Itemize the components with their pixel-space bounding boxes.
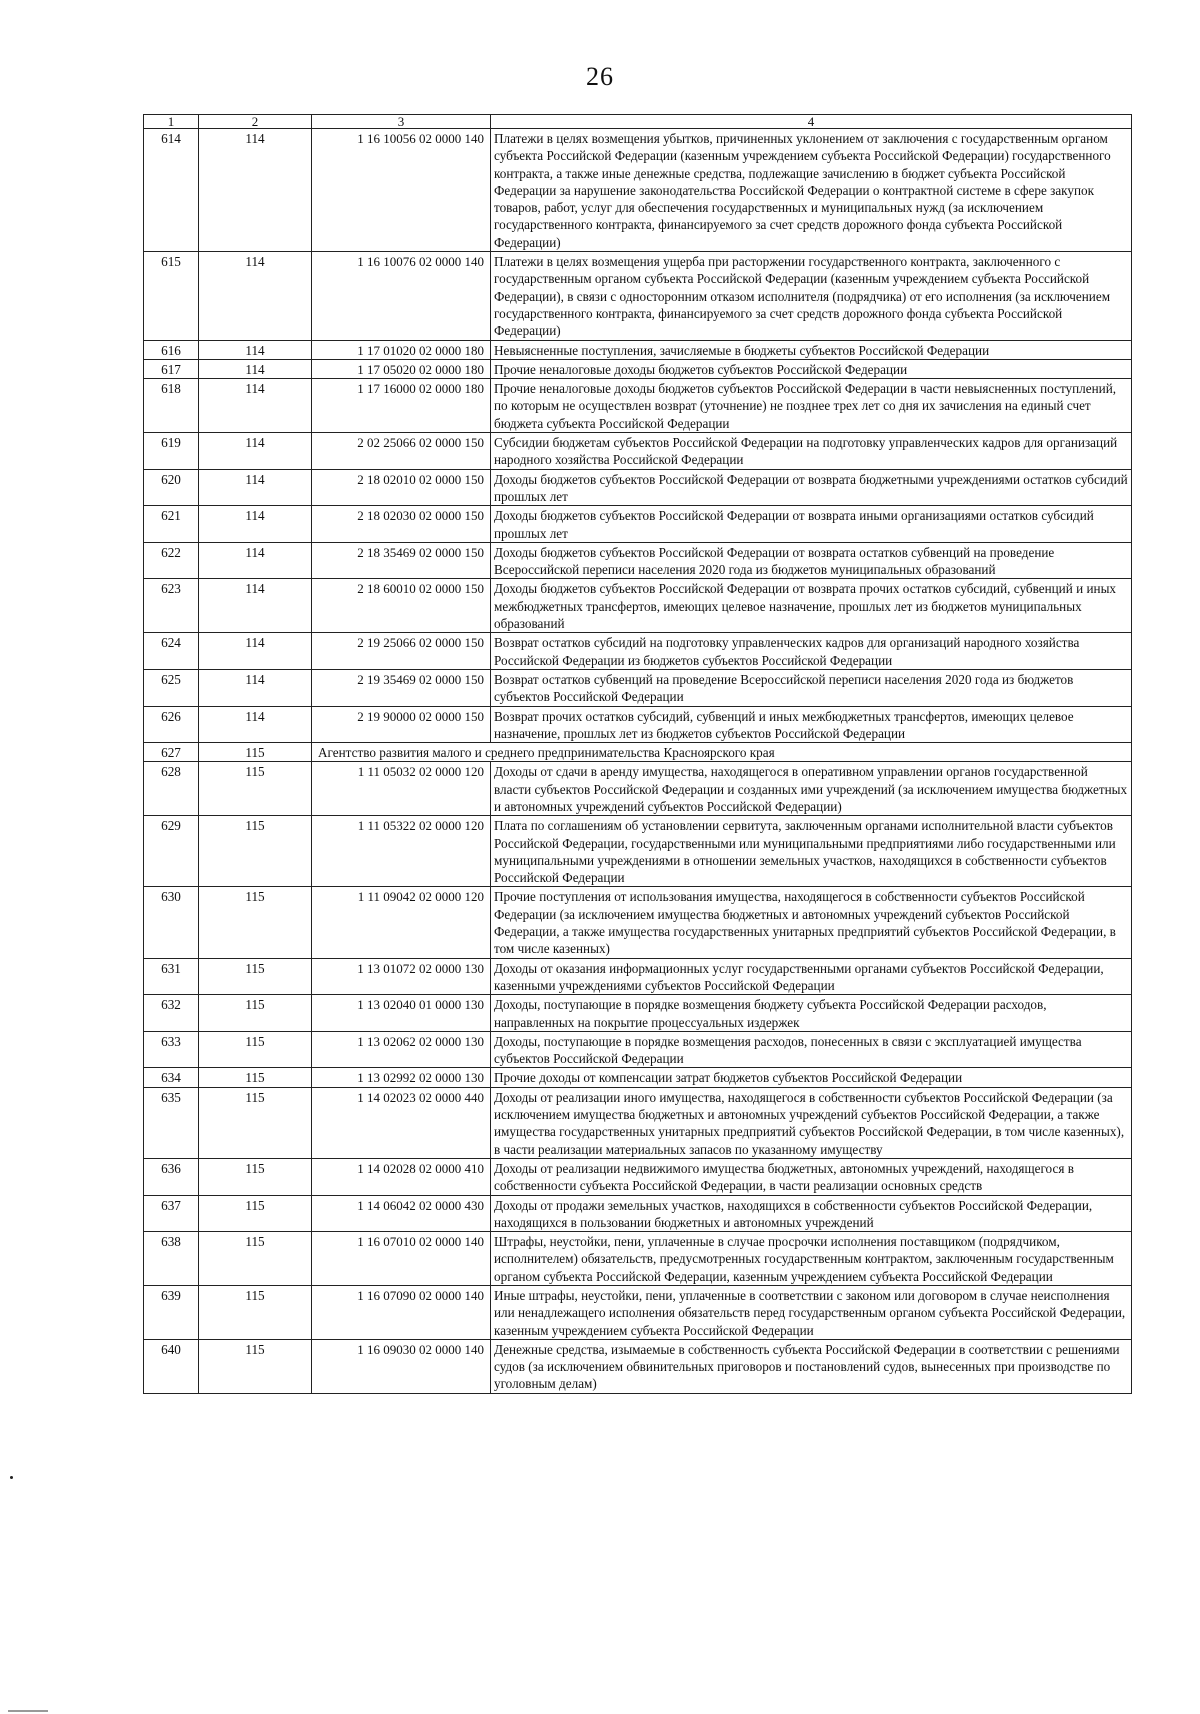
admin-code: 115 xyxy=(199,958,312,995)
revenue-description: Возврат остатков субсидий на подготовку управленческих кадров для организаций народного хозяйства Российской Федерации из бюджетов субъектов Российской Федерации xyxy=(491,633,1132,670)
row-number: 623 xyxy=(144,579,199,633)
row-number: 640 xyxy=(144,1339,199,1393)
revenue-code: 1 13 02992 02 0000 130 xyxy=(312,1068,491,1087)
admin-code: 115 xyxy=(199,743,312,762)
revenue-description: Доходы от продажи земельных участков, находящихся в собственности субъектов Российской Федерации, находящихся в пользовании бюджетных и автономных учреждений xyxy=(491,1195,1132,1232)
revenue-description: Доходы бюджетов субъектов Российской Федерации от возврата остатков субвенций на проведение Всероссийской переписи населения 2020 года из бюджетов муниципальных образований xyxy=(491,542,1132,579)
table-row xyxy=(144,506,1132,543)
row-number: 621 xyxy=(144,506,199,543)
table-row xyxy=(144,669,1132,706)
page-number: 26 xyxy=(586,62,614,91)
admin-code: 115 xyxy=(199,762,312,816)
row-number: 622 xyxy=(144,542,199,579)
row-number: 637 xyxy=(144,1195,199,1232)
table-row xyxy=(144,816,1132,887)
admin-code: 115 xyxy=(199,1195,312,1232)
revenue-code: 1 14 02028 02 0000 410 xyxy=(312,1158,491,1195)
revenue-description: Прочие доходы от компенсации затрат бюджетов субъектов Российской Федерации xyxy=(491,1068,1132,1087)
admin-code: 115 xyxy=(199,1031,312,1068)
admin-code: 114 xyxy=(199,379,312,433)
revenue-code: 1 16 10056 02 0000 140 xyxy=(312,129,491,252)
admin-code: 114 xyxy=(199,706,312,743)
table-row xyxy=(144,579,1132,633)
admin-code: 114 xyxy=(199,340,312,359)
revenue-description: Доходы, поступающие в порядке возмещения расходов, понесенных в связи с эксплуатацией имущества субъектов Российской Федерации xyxy=(491,1031,1132,1068)
revenue-code: 2 18 35469 02 0000 150 xyxy=(312,542,491,579)
revenue-description: Платежи в целях возмещения ущерба при расторжении государственного контракта, заключенного с государственным органом субъекта Российской Федерации (казенным учреждением субъекта Российской Федерации), в связи с односторонним отказом исполнителя (подрядчика) от его исполнения (за исключением государственного контракта, финансируемого за счет средств дорожного фонда субъекта Российской Федерации) xyxy=(491,252,1132,340)
revenue-code: 1 11 05032 02 0000 120 xyxy=(312,762,491,816)
revenue-description: Доходы от оказания информационных услуг государственными органами субъектов Российской Федерации, казенными учреждениями субъектов Российской Федерации xyxy=(491,958,1132,995)
revenue-code: 2 18 02030 02 0000 150 xyxy=(312,506,491,543)
revenue-code: 2 18 60010 02 0000 150 xyxy=(312,579,491,633)
revenue-code: 1 11 05322 02 0000 120 xyxy=(312,816,491,887)
revenue-description: Доходы от сдачи в аренду имущества, находящегося в оперативном управлении органов государственной власти субъектов Российской Федерации и созданных ими учреждений (за исключением имущества бюджетных и автономных учреждений субъектов Российской Федерации) xyxy=(491,762,1132,816)
table-row xyxy=(144,379,1132,433)
row-number: 627 xyxy=(144,743,199,762)
row-number: 630 xyxy=(144,887,199,958)
revenue-description: Доходы от реализации иного имущества, находящегося в собственности субъектов Российской Федерации (за исключением имущества бюджетных и автономных учреждений субъектов Российской Федерации, а также имущества государственных унитарных предприятий субъектов Российской Федерации, в том числе казенных), в части реализации материальных запасов по указанному имуществу xyxy=(491,1087,1132,1158)
row-number: 633 xyxy=(144,1031,199,1068)
revenue-description: Денежные средства, изымаемые в собственность субъекта Российской Федерации в соответствии с решениями судов (за исключением обвинительных приговоров и постановлений судов, вынесенных при производстве по уголовным делам) xyxy=(491,1339,1132,1393)
revenue-description: Платежи в целях возмещения убытков, причиненных уклонением от заключения с государственным органом субъекта Российской Федерации (казенным учреждением субъекта Российской Федерации) государственного контракта, а также иные денежные средства, подлежащие зачислению в бюджет субъекта Российской Федерации за нарушение законодательства Российской Федерации о контрактной системе в сфере закупок товаров, работ, услуг для обеспечения государственных и муниципальных нужд (за исключением государственного контракта, финансируемого за счет средств дорожного фонда субъекта Российской Федерации) xyxy=(491,129,1132,252)
admin-code: 115 xyxy=(199,1286,312,1340)
revenue-description: Прочие поступления от использования имущества, находящегося в собственности субъектов Российской Федерации (за исключением имущества бюджетных и автономных учреждений субъектов Российской Федерации, а также имущества государственных унитарных предприятий субъектов Российской Федерации, в том числе казенных) xyxy=(491,887,1132,958)
row-number: 628 xyxy=(144,762,199,816)
table-row xyxy=(144,542,1132,579)
row-number: 616 xyxy=(144,340,199,359)
revenue-code: 1 17 16000 02 0000 180 xyxy=(312,379,491,433)
table-row xyxy=(144,359,1132,378)
revenue-code: 2 18 02010 02 0000 150 xyxy=(312,469,491,506)
revenue-description: Доходы, поступающие в порядке возмещения бюджету субъекта Российской Федерации расходов, направленных на покрытие процессуальных издержек xyxy=(491,995,1132,1032)
row-number: 631 xyxy=(144,958,199,995)
revenue-code: 1 16 09030 02 0000 140 xyxy=(312,1339,491,1393)
admin-code: 114 xyxy=(199,129,312,252)
revenue-description: Субсидии бюджетам субъектов Российской Федерации на подготовку управленческих кадров для организаций народного хозяйства Российской Федерации xyxy=(491,433,1132,470)
revenue-description: Возврат остатков субвенций на проведение Всероссийской переписи населения 2020 года из бюджетов субъектов Российской Федерации xyxy=(491,669,1132,706)
admin-code: 114 xyxy=(199,469,312,506)
row-number: 634 xyxy=(144,1068,199,1087)
admin-code: 115 xyxy=(199,816,312,887)
revenue-code: 2 19 90000 02 0000 150 xyxy=(312,706,491,743)
row-number: 618 xyxy=(144,379,199,433)
agency-name: Агентство развития малого и среднего предпринимательства Красноярского края xyxy=(312,743,1132,762)
revenue-code: 1 14 02023 02 0000 440 xyxy=(312,1087,491,1158)
table-row xyxy=(144,433,1132,470)
revenue-description: Невыясненные поступления, зачисляемые в бюджеты субъектов Российской Федерации xyxy=(491,340,1132,359)
revenue-description: Плата по соглашениям об установлении сервитута, заключенным органами исполнительной власти субъектов Российской Федерации, государственными или муниципальными предприятиями либо государственными или муниципальными учреждениями в отношении земельных участков, находящихся в собственности субъектов Российской Федерации xyxy=(491,816,1132,887)
revenue-description: Возврат прочих остатков субсидий, субвенций и иных межбюджетных трансфертов, имеющих целевое назначение, прошлых лет из бюджетов субъектов Российской Федерации xyxy=(491,706,1132,743)
table-row xyxy=(144,1232,1132,1286)
header-col-2: 2 xyxy=(199,115,312,129)
header-col-4: 4 xyxy=(491,115,1132,129)
row-number: 617 xyxy=(144,359,199,378)
table-row xyxy=(144,1087,1132,1158)
table-row xyxy=(144,995,1132,1032)
table-row xyxy=(144,1195,1132,1232)
admin-code: 114 xyxy=(199,669,312,706)
table-row xyxy=(144,1158,1132,1195)
row-number: 615 xyxy=(144,252,199,340)
row-number: 625 xyxy=(144,669,199,706)
row-number: 629 xyxy=(144,816,199,887)
table-row xyxy=(144,129,1132,252)
admin-code: 115 xyxy=(199,1339,312,1393)
revenue-description: Доходы бюджетов субъектов Российской Федерации от возврата прочих остатков субсидий, субвенций и иных межбюджетных трансфертов, имеющих целевое назначение, прошлых лет из бюджетов муниципальных образований xyxy=(491,579,1132,633)
revenue-code: 1 11 09042 02 0000 120 xyxy=(312,887,491,958)
table-row xyxy=(144,706,1132,743)
admin-code: 115 xyxy=(199,995,312,1032)
revenue-description: Прочие неналоговые доходы бюджетов субъектов Российской Федерации в части невыясненных поступлений, по которым не осуществлен возврат (уточнение) не позднее трех лет со дня их зачисления на единый счет бюджета субъекта Российской Федерации xyxy=(491,379,1132,433)
revenue-description: Доходы бюджетов субъектов Российской Федерации от возврата иными организациями остатков субсидий прошлых лет xyxy=(491,506,1132,543)
revenue-code: 1 16 10076 02 0000 140 xyxy=(312,252,491,340)
admin-code: 115 xyxy=(199,1158,312,1195)
row-number: 636 xyxy=(144,1158,199,1195)
admin-code: 114 xyxy=(199,633,312,670)
revenue-code: 1 13 02040 01 0000 130 xyxy=(312,995,491,1032)
revenue-description: Прочие неналоговые доходы бюджетов субъектов Российской Федерации xyxy=(491,359,1132,378)
header-col-3: 3 xyxy=(312,115,491,129)
table-row xyxy=(144,1339,1132,1393)
table-row xyxy=(144,762,1132,816)
row-number: 635 xyxy=(144,1087,199,1158)
revenue-code: 1 13 01072 02 0000 130 xyxy=(312,958,491,995)
revenue-code: 1 17 01020 02 0000 180 xyxy=(312,340,491,359)
revenue-code: 1 16 07090 02 0000 140 xyxy=(312,1286,491,1340)
row-number: 638 xyxy=(144,1232,199,1286)
revenue-code: 1 14 06042 02 0000 430 xyxy=(312,1195,491,1232)
table-row xyxy=(144,958,1132,995)
admin-code: 115 xyxy=(199,887,312,958)
revenue-code: 2 19 25066 02 0000 150 xyxy=(312,633,491,670)
table-row xyxy=(144,252,1132,340)
row-number: 619 xyxy=(144,433,199,470)
admin-code: 114 xyxy=(199,252,312,340)
admin-code: 114 xyxy=(199,433,312,470)
revenue-codes-table xyxy=(143,114,1132,1394)
row-number: 626 xyxy=(144,706,199,743)
admin-code: 115 xyxy=(199,1068,312,1087)
revenue-code: 2 19 35469 02 0000 150 xyxy=(312,669,491,706)
scan-edge-mark xyxy=(8,1710,48,1712)
table-row xyxy=(144,887,1132,958)
admin-code: 114 xyxy=(199,542,312,579)
revenue-code: 2 02 25066 02 0000 150 xyxy=(312,433,491,470)
table-row xyxy=(144,1068,1132,1087)
scan-dot-mark xyxy=(10,1476,13,1479)
table-row xyxy=(144,743,1132,762)
table-row xyxy=(144,1031,1132,1068)
revenue-code: 1 17 05020 02 0000 180 xyxy=(312,359,491,378)
table-body xyxy=(144,115,1132,1394)
row-number: 620 xyxy=(144,469,199,506)
table-row xyxy=(144,1286,1132,1340)
admin-code: 114 xyxy=(199,359,312,378)
revenue-description: Иные штрафы, неустойки, пени, уплаченные в соответствии с законом или договором в случае неисполнения или ненадлежащего исполнения обязательств перед государственным органом субъекта Российской Федерации, казенным учреждением субъекта Российской Федерации xyxy=(491,1286,1132,1340)
row-number: 624 xyxy=(144,633,199,670)
table-row xyxy=(144,469,1132,506)
table-row xyxy=(144,340,1132,359)
revenue-description: Доходы от реализации недвижимого имущества бюджетных, автономных учреждений, находящегося в собственности субъекта Российской Федерации, в части реализации основных средств xyxy=(491,1158,1132,1195)
row-number: 639 xyxy=(144,1286,199,1340)
revenue-description: Доходы бюджетов субъектов Российской Федерации от возврата бюджетными учреждениями остатков субсидий прошлых лет xyxy=(491,469,1132,506)
revenue-description: Штрафы, неустойки, пени, уплаченные в случае просрочки исполнения поставщиком (подрядчиком, исполнителем) обязательств, предусмотренных государственным контрактом, заключенным государственным органом субъекта Российской Федерации, казенным учреждением субъекта Российской Федерации xyxy=(491,1232,1132,1286)
admin-code: 114 xyxy=(199,506,312,543)
revenue-code: 1 13 02062 02 0000 130 xyxy=(312,1031,491,1068)
header-col-1: 1 xyxy=(144,115,199,129)
admin-code: 115 xyxy=(199,1087,312,1158)
row-number: 632 xyxy=(144,995,199,1032)
revenue-code: 1 16 07010 02 0000 140 xyxy=(312,1232,491,1286)
row-number: 614 xyxy=(144,129,199,252)
admin-code: 114 xyxy=(199,579,312,633)
admin-code: 115 xyxy=(199,1232,312,1286)
table-row xyxy=(144,633,1132,670)
table-header-row xyxy=(144,115,1132,129)
